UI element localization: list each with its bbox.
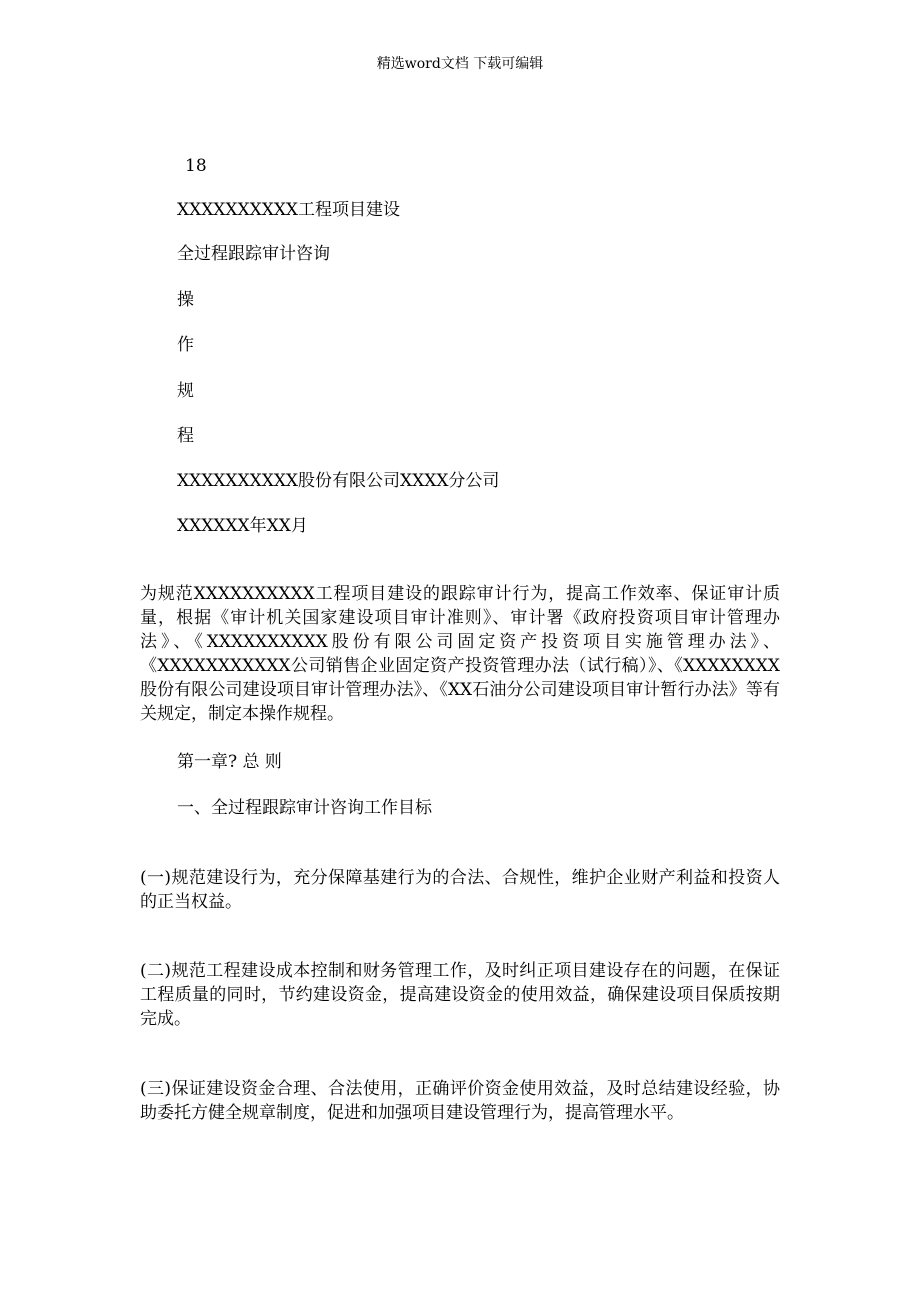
cover-char-2: 作 xyxy=(177,335,194,355)
cover-company: XXXXXXXXXX股份有限公司XXXX分公司 xyxy=(177,471,500,491)
cover-title-line1: XXXXXXXXXX工程项目建设 xyxy=(177,200,401,220)
cover-number: 18 xyxy=(185,156,207,176)
page-header: 精选word文档 下载可编辑 xyxy=(376,56,544,72)
list-item: (三)保证建设资金合理、合法使用，正确评价资金使用效益，及时总结建设经验，协助委托方健全规章制度，促进和加强项目建设管理行为，提高管理水平。 xyxy=(140,1079,780,1123)
cover-date: XXXXXX年XX月 xyxy=(177,516,308,536)
section-heading: 一、全过程跟踪审计咨询工作目标 xyxy=(177,798,432,818)
intro-paragraph: 为规范XXXXXXXXXX工程项目建设的跟踪审计行为，提高工作效率、保证审计质量，根据《审计机关国家建设项目审计准则》、审计署《政府投资项目审计管理办法》、《XXXXXXXXXX股份有限公司固定资产投资项目实施管理办法》、《XXXXXXXXXXX公司销售企业固定资产投资管理办法（试行稿）》、《XXXXXXXX股份有限公司建设项目审计管理办法》、《XX石油分公司建设项目审计暂行办法》等有关规定，制定本操作规程。 xyxy=(140,584,780,724)
cover-char-3: 规 xyxy=(177,381,194,401)
cover-char-1: 操 xyxy=(177,290,194,310)
cover-title-line2: 全过程跟踪审计咨询 xyxy=(177,244,330,264)
list-item: (二)规范工程建设成本控制和财务管理工作，及时纠正项目建设存在的问题，在保证工程质量的同时，节约建设资金，提高建设资金的使用效益，确保建设项目保质按期完成。 xyxy=(140,961,780,1029)
chapter-title: 第一章? 总 则 xyxy=(177,752,282,772)
list-item: (一)规范建设行为，充分保障基建行为的合法、合规性，维护企业财产利益和投资人的正当权益。 xyxy=(140,868,780,912)
cover-char-4: 程 xyxy=(177,426,194,446)
